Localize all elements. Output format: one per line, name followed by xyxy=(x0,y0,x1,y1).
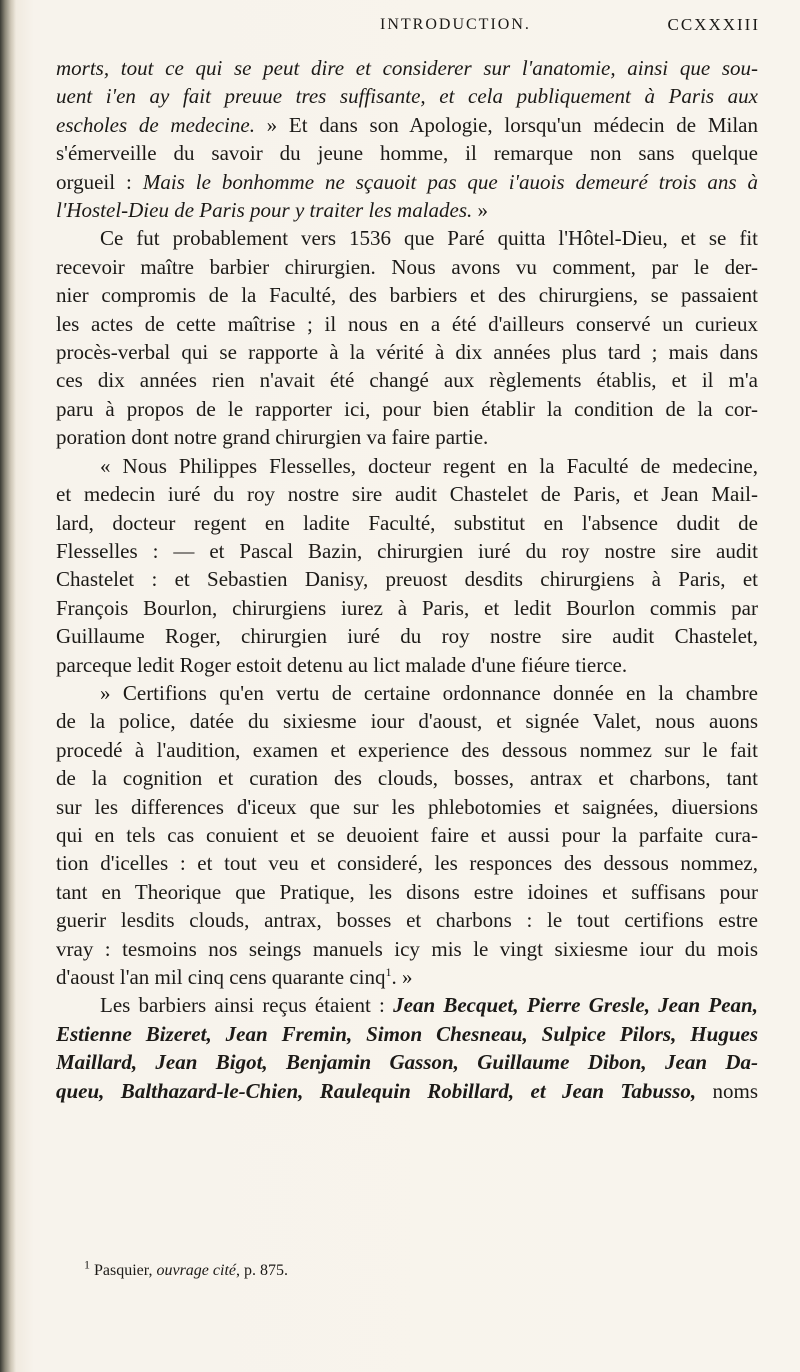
page-header xyxy=(60,12,760,38)
text-line-main: vray : tesmoins nos seings manuels icy mis le vingt sixiesme iour du mois xyxy=(56,936,758,961)
text-line xyxy=(56,935,758,963)
text-line xyxy=(56,366,758,394)
text-line xyxy=(56,310,758,338)
text-line xyxy=(56,736,758,764)
text-line-main: Les barbiers ainsi reçus étaient : xyxy=(100,993,394,1018)
text-line-main: parceque ledit Roger estoit detenu au lict malade d'une fiéure tierce. xyxy=(56,652,628,677)
text-line xyxy=(56,395,758,423)
text-line-tail: » Et dans son Apologie, lorsqu'un médecin de Milan xyxy=(254,112,758,137)
text-line xyxy=(56,196,758,224)
text-line xyxy=(56,139,758,167)
text-line xyxy=(56,991,758,1019)
text-line-main: tion d'icelles : et tout veu et consideré, les responces des dessous nommez, xyxy=(56,851,758,876)
text-line-main: nier compromis de la Faculté, des barbiers et des chirurgiens, se passaient xyxy=(56,283,758,308)
text-line xyxy=(56,1020,758,1048)
text-line xyxy=(56,168,758,196)
text-line-main: » Certifions qu'en vertu de certaine ordonnance donnée en la chambre xyxy=(100,680,758,705)
text-line xyxy=(56,111,758,139)
text-line-main: Chastelet : et Sebastien Danisy, preuost desdits chirurgiens à Paris, et xyxy=(56,567,758,592)
text-line-italic: Mais le bonhomme ne sçauoit pas que i'auois demeuré trois ans à xyxy=(142,169,758,194)
text-line xyxy=(56,1077,758,1105)
text-line-main: les actes de cette maîtrise ; il nous en a été d'ailleurs conservé un curieux xyxy=(56,311,758,336)
text-line-main: l'Hostel-Dieu de Paris pour y traiter les malades. xyxy=(56,198,473,223)
text-line-main: guerir lesdits clouds, antrax, bosses et charbons : le tout certifions estre xyxy=(56,908,758,933)
text-line-main: queu, Balthazard-le-Chien, Raulequin Robillard, et Jean Tabusso, xyxy=(56,1078,697,1103)
body-text xyxy=(56,54,758,1105)
text-line-main: s'émerveille du savoir du jeune homme, il remarque non sans quelque xyxy=(56,141,758,166)
text-line xyxy=(56,963,758,991)
text-line-main: orgueil : xyxy=(56,169,143,194)
text-line xyxy=(56,509,758,537)
text-line-main: d'aoust l'an mil cinq cens quarante cinq xyxy=(56,965,386,989)
text-line xyxy=(56,679,758,707)
text-line xyxy=(56,281,758,309)
text-line xyxy=(56,1048,758,1076)
text-line xyxy=(56,253,758,281)
text-line xyxy=(56,565,758,593)
text-line-names: Jean Becquet, Pierre Gresle, Jean Pean, xyxy=(393,993,758,1018)
binding-shadow xyxy=(0,0,16,1372)
text-line-tail: . » xyxy=(391,965,413,989)
text-line xyxy=(56,821,758,849)
text-line-main: qui en tels cas conuient et se deuoient faire et aussi pour la parfaite cura- xyxy=(56,822,758,847)
text-line-main: sur les differences d'iceux que sur les phlebotomies et saignées, diuersions xyxy=(56,794,758,819)
footnote xyxy=(84,1257,288,1281)
text-line-main: de la cognition et curation des clouds, bosses, antrax et charbons, tant xyxy=(56,766,758,791)
text-line xyxy=(56,537,758,565)
text-line-main: paru à propos de le rapporter ici, pour bien établir la condition de la cor- xyxy=(56,396,758,421)
text-line xyxy=(56,849,758,877)
running-head: INTRODUCTION. xyxy=(380,16,531,33)
text-line-main: tant en Theorique que Pratique, les disons estre idoines et suffisans pour xyxy=(56,879,758,904)
text-line-tail: » xyxy=(472,198,489,223)
footnote-ref: 1 xyxy=(385,965,392,979)
text-line-main: morts, tout ce qui se peut dire et considerer sur l'anatomie, ainsi que sou- xyxy=(56,56,758,80)
footnote-rest: , p. 875. xyxy=(236,1262,288,1279)
text-line-main: poration dont notre grand chirurgien va faire partie. xyxy=(56,425,489,450)
text-line xyxy=(56,224,758,252)
text-line-main: Maillard, Jean Bigot, Benjamin Gasson, Guillaume Dibon, Jean Da- xyxy=(56,1050,758,1075)
text-line-tail: noms xyxy=(696,1078,758,1103)
text-line xyxy=(56,707,758,735)
text-line xyxy=(56,878,758,906)
text-line xyxy=(56,338,758,366)
footnote-marker: 1 xyxy=(84,1257,90,1272)
page-number: CCXXXIII xyxy=(667,15,760,34)
text-line xyxy=(56,906,758,934)
text-line-main: François Bourlon, chirurgiens iurez à Paris, et ledit Bourlon commis par xyxy=(56,595,758,620)
text-line xyxy=(56,764,758,792)
text-line xyxy=(56,452,758,480)
text-line-main: Ce fut probablement vers 1536 que Paré quitta l'Hôtel-Dieu, et se fit xyxy=(100,226,758,251)
text-line xyxy=(56,594,758,622)
text-line-main: Flesselles : — et Pascal Bazin, chirurgien iuré du roy nostre sire audit xyxy=(56,538,758,563)
text-line-main: de la police, datée du sixiesme iour d'aoust, et signée Valet, nous auons xyxy=(56,709,758,734)
text-line xyxy=(56,54,758,82)
text-line-main: recevoir maître barbier chirurgien. Nous avons vu comment, par le der- xyxy=(56,254,758,279)
text-line-main: procès-verbal qui se rapporte à la vérité à dix années plus tard ; mais dans xyxy=(56,340,758,365)
text-line xyxy=(56,622,758,650)
text-line-main: « Nous Philippes Flesselles, docteur regent en la Faculté de medecine, xyxy=(100,453,758,478)
text-line-main: et medecin iuré du roy nostre sire audit Chastelet de Paris, et Jean Mail- xyxy=(56,482,758,507)
text-line-main: uent i'en ay fait preuue tres suffisante, et cela publiquement à Paris aux xyxy=(56,84,758,109)
text-line xyxy=(56,82,758,110)
text-line-main: ces dix années rien n'avait été changé aux règlements établis, et il m'a xyxy=(56,368,758,393)
text-line xyxy=(56,793,758,821)
text-line-main: procedé à l'audition, examen et experience des dessous nommez sur le fait xyxy=(56,737,758,762)
footnote-author: Pasquier, xyxy=(94,1262,157,1279)
footnote-work: ouvrage cité xyxy=(156,1262,236,1279)
text-line xyxy=(56,480,758,508)
text-line-main: lard, docteur regent en ladite Faculté, substitut en l'absence dudit de xyxy=(56,510,758,535)
text-line-main: escholes de medecine. xyxy=(56,112,255,137)
text-line-main: Estienne Bizeret, Jean Fremin, Simon Chesneau, Sulpice Pilors, Hugues xyxy=(56,1021,758,1046)
text-line-main: Guillaume Roger, chirurgien iuré du roy nostre sire audit Chastelet, xyxy=(56,624,758,649)
text-line xyxy=(56,423,758,451)
text-line xyxy=(56,651,758,679)
